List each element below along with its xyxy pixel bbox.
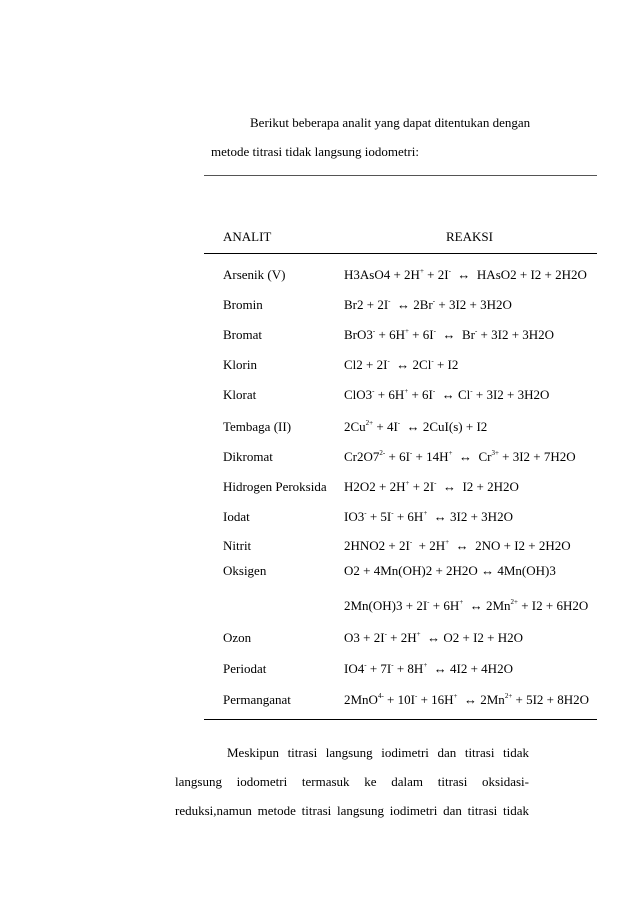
reaksi-text: ↔ HAsO2 + I2 + 2H2O (450, 267, 587, 282)
charge-superscript: 2- (379, 449, 386, 457)
charge-superscript: - (364, 509, 367, 517)
charge-superscript: - (432, 387, 436, 395)
header-rule (204, 253, 597, 254)
header-reaksi: REAKSI (446, 229, 493, 244)
reaksi-text: + 2I (423, 267, 449, 282)
reaksi-text: ↔ Br (435, 327, 475, 342)
analit-cell: Hidrogen Peroksida (223, 479, 327, 494)
charge-superscript: + (453, 692, 458, 700)
reaksi-cell (344, 297, 512, 313)
reaksi-text: + 6H (375, 327, 405, 342)
charge-superscript: - (448, 267, 451, 275)
reaksi-text: ↔ 2CuI(s) + I2 (400, 419, 488, 434)
reaksi-text: 2Cu (344, 419, 366, 434)
reaksi-text: + 3I2 + 3H2O (435, 297, 512, 312)
charge-superscript: + (459, 598, 464, 606)
charge-superscript: - (372, 387, 375, 395)
reaksi-text: Cr2O7 (344, 449, 380, 464)
analit-cell: Tembaga (II) (223, 419, 292, 434)
charge-superscript: + (445, 538, 450, 546)
reaksi-text: ↔ I2 + 2H2O (436, 479, 519, 494)
reaksi-text: ↔ 4I2 + 4H2O (427, 661, 513, 676)
reaksi-text: + 16H (417, 692, 454, 707)
reaksi-text: ↔ 2Mn (463, 598, 511, 613)
analit-cell: Nitrit (223, 538, 252, 553)
charge-superscript: - (474, 327, 478, 335)
charge-superscript: + (448, 449, 453, 457)
reaksi-text: 2Mn(OH)3 + 2I (344, 598, 428, 613)
charge-superscript: - (372, 327, 376, 335)
outro-line-2 (175, 767, 529, 797)
charge-superscript: + (404, 387, 409, 395)
outro-text-3: reduksi,namun metode titrasi langsung iodimetri dan titrasi tidak (175, 803, 529, 818)
reaksi-text: + 6I (408, 387, 433, 402)
reaksi-text: + 5I2 + 8H2O (512, 692, 590, 707)
analit-cell: Dikromat (223, 449, 273, 464)
charge-superscript: + (404, 327, 409, 335)
charge-superscript: - (364, 661, 367, 669)
charge-superscript: + (423, 509, 428, 517)
reaksi-cell (344, 509, 513, 525)
reaksi-text: + 2I (409, 479, 435, 494)
charge-superscript: - (391, 509, 394, 517)
reaksi-text: H3AsO4 + 2H (344, 267, 420, 282)
charge-superscript: - (391, 661, 394, 669)
reaksi-cell (344, 538, 571, 554)
charge-superscript: - (414, 692, 418, 700)
outro-text-1: Meskipun titrasi langsung iodimetri dan titrasi tidak (227, 745, 529, 760)
charge-superscript: 4- (377, 692, 384, 700)
reaksi-text: ↔ Cl (435, 387, 471, 402)
analit-cell: Klorin (223, 357, 257, 372)
reaksi-text: IO3 (344, 509, 365, 524)
reaksi-cell (344, 630, 523, 646)
reaksi-cell (344, 692, 589, 708)
reaksi-text: ↔ 2Br (390, 297, 433, 312)
reaksi-cell (344, 357, 458, 373)
reaksi-text: ↔ O2 + I2 + H2O (420, 630, 524, 645)
reaksi-text: + I2 (433, 357, 459, 372)
charge-superscript: 2+ (504, 692, 513, 700)
reaksi-text: O2 + 4Mn(OH)2 + 2H2O ↔ 4Mn(OH)3 (344, 563, 556, 578)
intro-line-2: metode titrasi tidak langsung iodometri: (211, 144, 419, 159)
reaksi-text: + 6H (429, 598, 460, 613)
charge-superscript: - (409, 449, 413, 457)
charge-superscript: - (409, 538, 413, 546)
table-bottom-rule (204, 719, 597, 720)
charge-superscript: - (427, 598, 430, 606)
reaksi-cell (344, 267, 587, 283)
reaksi-text: + 2H (386, 630, 417, 645)
analit-cell: Permanganat (223, 692, 291, 707)
reaksi-cell (344, 387, 549, 403)
reaksi-text: ClO3 (344, 387, 373, 402)
charge-superscript: + (423, 661, 428, 669)
reaksi-text: + 4I (373, 419, 398, 434)
reaksi-cell (344, 449, 576, 465)
reaksi-text: + 5I (366, 509, 392, 524)
reaksi-text: + 10I (383, 692, 415, 707)
reaksi-text: H2O2 + 2H (344, 479, 406, 494)
reaksi-text: + 8H (393, 661, 424, 676)
reaksi-text: + 3I2 + 3H2O (477, 327, 555, 342)
reaksi-cell (344, 327, 554, 343)
reaksi-text: + 7I (366, 661, 392, 676)
reaksi-text: IO4 (344, 661, 365, 676)
analit-cell: Ozon (223, 630, 252, 645)
reaksi-text: ↔ 2Mn (457, 692, 505, 707)
charge-superscript: 2+ (365, 419, 374, 427)
analit-cell: Oksigen (223, 563, 267, 578)
reaksi-text: O3 + 2I (344, 630, 385, 645)
reaksi-text: ↔ 2Cl (389, 357, 432, 372)
reaksi-text: + 2H (412, 538, 446, 553)
reaksi-text: BrO3 (344, 327, 373, 342)
charge-superscript: - (433, 327, 436, 335)
reaksi-text: Br2 + 2I (344, 297, 389, 312)
charge-superscript: 3+ (491, 449, 499, 457)
outro-text-2: langsung iodometri termasuk ke dalam titrasi oksidasi- (175, 774, 529, 789)
charge-superscript: - (432, 297, 436, 305)
analit-cell: Klorat (223, 387, 257, 402)
outro-line-1 (227, 738, 529, 768)
charge-superscript: + (405, 479, 410, 487)
reaksi-text: + 14H (412, 449, 449, 464)
reaksi-text: 2MnO (344, 692, 378, 707)
reaksi-text: ↔ 2NO + I2 + 2H2O (449, 538, 571, 553)
charge-superscript: 2+ (510, 598, 518, 606)
charge-superscript: - (397, 419, 401, 427)
reaksi-cell (344, 661, 513, 677)
reaksi-text: Cl2 + 2I (344, 357, 388, 372)
analit-cell: Iodat (223, 509, 250, 524)
reaksi-text: ↔ Cr (452, 449, 492, 464)
header-analit: ANALIT (223, 229, 272, 244)
reaksi-text: + 3I2 + 7H2O (498, 449, 576, 464)
reaksi-text: ↔ 3I2 + 3H2O (427, 509, 513, 524)
reaksi-text: + I2 + 6H2O (517, 598, 589, 613)
charge-superscript: - (431, 357, 434, 365)
reaksi-cell (344, 563, 556, 579)
reaksi-text: + 6I (385, 449, 410, 464)
charge-superscript: - (470, 387, 473, 395)
charge-superscript: - (434, 479, 437, 487)
reaksi-text: + 6H (374, 387, 405, 402)
reaksi-text: + 6H (393, 509, 424, 524)
analit-cell: Bromat (223, 327, 262, 342)
outro-line-3 (175, 796, 529, 826)
charge-superscript: - (388, 297, 391, 305)
charge-superscript: - (387, 357, 390, 365)
intro-line-1: Berikut beberapa analit yang dapat ditentukan dengan (250, 115, 531, 130)
reaksi-cell (344, 479, 519, 495)
reaksi-text: + 6I (408, 327, 434, 342)
reaksi-cell (344, 419, 487, 435)
reaksi-text: 2HNO2 + 2I (344, 538, 410, 553)
reaksi-cell (344, 598, 588, 614)
analit-cell: Bromin (223, 297, 263, 312)
table-top-rule (204, 175, 597, 176)
charge-superscript: + (419, 267, 424, 275)
charge-superscript: - (384, 630, 387, 638)
analit-cell: Arsenik (V) (223, 267, 286, 282)
charge-superscript: + (416, 630, 421, 638)
analit-cell: Periodat (223, 661, 267, 676)
reaksi-text: + 3I2 + 3H2O (472, 387, 550, 402)
